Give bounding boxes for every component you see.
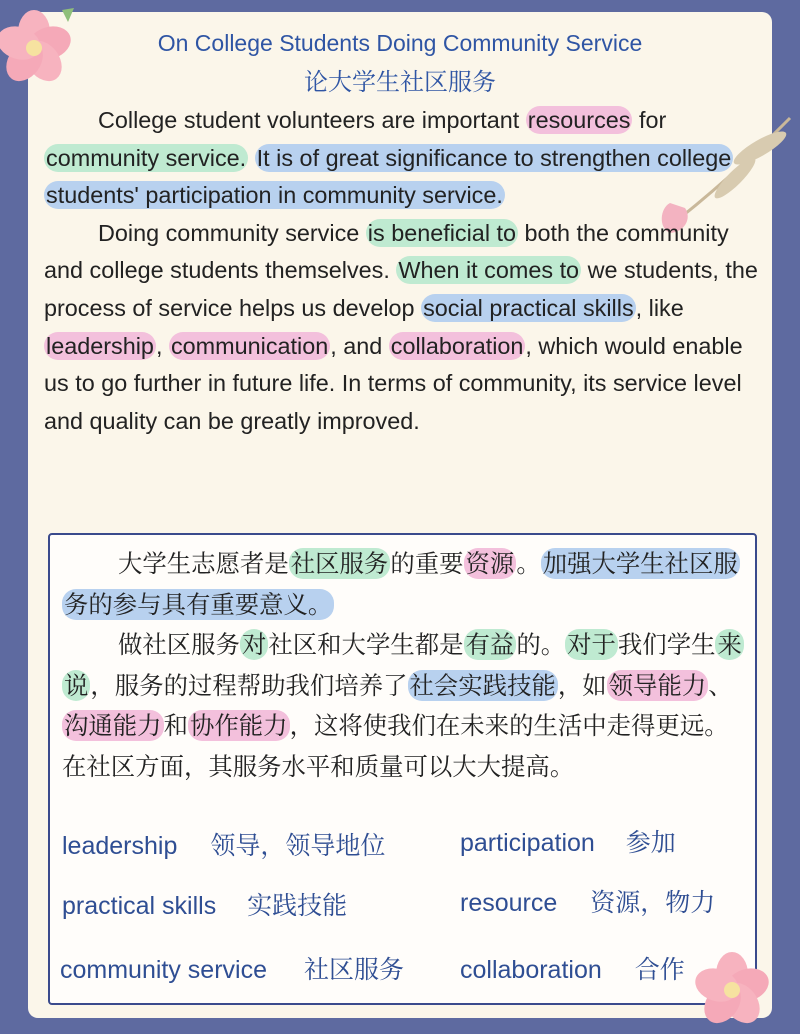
text-segment: 、: [708, 670, 733, 700]
text-segment: 。: [516, 549, 541, 578]
highlighted-phrase-green: 有益: [465, 630, 515, 660]
text-segment: 大学生志愿者是: [118, 549, 289, 578]
highlighted-phrase-pink: collaboration: [390, 332, 524, 359]
highlighted-phrase-blue: 社会实践技能: [409, 670, 556, 700]
flower-decoration-bottom-right: [692, 950, 772, 1030]
text-segment: , and: [330, 332, 389, 359]
text-segment: , like: [635, 294, 684, 321]
vocab-item: [460, 823, 676, 859]
vocab-item: [460, 883, 715, 919]
vocab-english: resource: [460, 889, 558, 917]
highlighted-phrase-pink: 资源: [465, 549, 515, 578]
highlighted-phrase-pink: resources: [527, 107, 631, 133]
highlighted-phrase-green: 对于: [567, 630, 616, 660]
text-segment: [248, 145, 255, 171]
vocab-chinese: 资源，物力: [590, 888, 716, 917]
vocab-chinese: 实践技能: [247, 891, 348, 920]
chinese-passage: [62, 544, 742, 788]
page-title-english: On College Students Doing Community Service: [157, 30, 643, 56]
vocab-item: [62, 886, 347, 922]
vocab-item: [460, 950, 685, 986]
vocab-english: leadership: [62, 832, 178, 860]
text-segment: ，这将使我们在未来的生活中走得更远。在社区方面，其服务水平和质量可以大大提高。: [62, 711, 729, 781]
text-segment: for: [632, 107, 667, 133]
text-segment: , which would enable us to go further in future life. In terms of community, its service level and quality can be greatly improved.: [44, 332, 743, 434]
text-segment: 和: [163, 711, 188, 741]
vocab-chinese: 社区服务: [303, 955, 404, 984]
text-segment: we students, the process of service helps us develop: [44, 257, 758, 321]
text-segment: ，服务的过程帮助我们培养了: [90, 670, 408, 700]
highlighted-phrase-green: is beneficial to: [367, 219, 517, 246]
vocab-english: collaboration: [460, 956, 602, 984]
vocab-item: [60, 950, 404, 986]
highlighted-phrase-pink: leadership: [46, 332, 154, 359]
highlighted-phrase-blue: 加强大学生社区服务的参与具有重要意义。: [64, 549, 738, 619]
highlighted-phrase-green: When it comes to: [398, 257, 580, 284]
highlighted-phrase-green: 对: [241, 630, 267, 660]
text-segment: 我们学生: [617, 630, 716, 660]
text-segment: both the community and college students themselves.: [44, 219, 729, 284]
vocab-english: community service: [60, 956, 267, 984]
page-title-chinese: 论大学生社区服务: [304, 68, 496, 96]
chinese-paragraph-1: [62, 544, 742, 625]
vocab-english: practical skills: [62, 892, 217, 920]
vocab-english: participation: [460, 829, 595, 857]
text-segment: 的。: [516, 630, 566, 660]
text-segment: ,: [155, 332, 169, 359]
english-passage: [44, 102, 769, 440]
english-paragraph-1: [44, 102, 769, 215]
text-segment: 做社区服务: [118, 630, 240, 660]
english-paragraph-2: [44, 215, 769, 441]
vocab-chinese: 合作: [634, 955, 685, 984]
highlighted-phrase-blue: social practical skills: [423, 294, 634, 321]
highlighted-phrase-green: 来说: [64, 630, 742, 700]
highlighted-phrase-pink: 领导能力: [608, 670, 707, 700]
highlighted-phrase-pink: 沟通能力: [64, 711, 162, 741]
text-segment: 的重要: [390, 549, 464, 578]
highlighted-phrase-pink: 协作能力: [189, 711, 288, 741]
vocab-item: [62, 826, 385, 862]
text-segment: Doing community service: [98, 219, 366, 246]
text-segment: 社区和大学生都是: [268, 630, 464, 660]
highlighted-phrase-green: community service.: [46, 144, 247, 171]
text-segment: College student volunteers are important: [98, 107, 526, 133]
text-segment: ，如: [557, 670, 607, 700]
highlighted-phrase-blue: It is of great significance to strengthen college students' participation in community service.: [46, 144, 732, 209]
vocab-chinese: 参加: [625, 828, 676, 857]
highlighted-phrase-green: 社区服务: [290, 549, 389, 578]
chinese-paragraph-2: [62, 625, 742, 787]
highlighted-phrase-pink: communication: [170, 332, 329, 359]
vocab-chinese: 领导，领导地位: [210, 831, 386, 860]
